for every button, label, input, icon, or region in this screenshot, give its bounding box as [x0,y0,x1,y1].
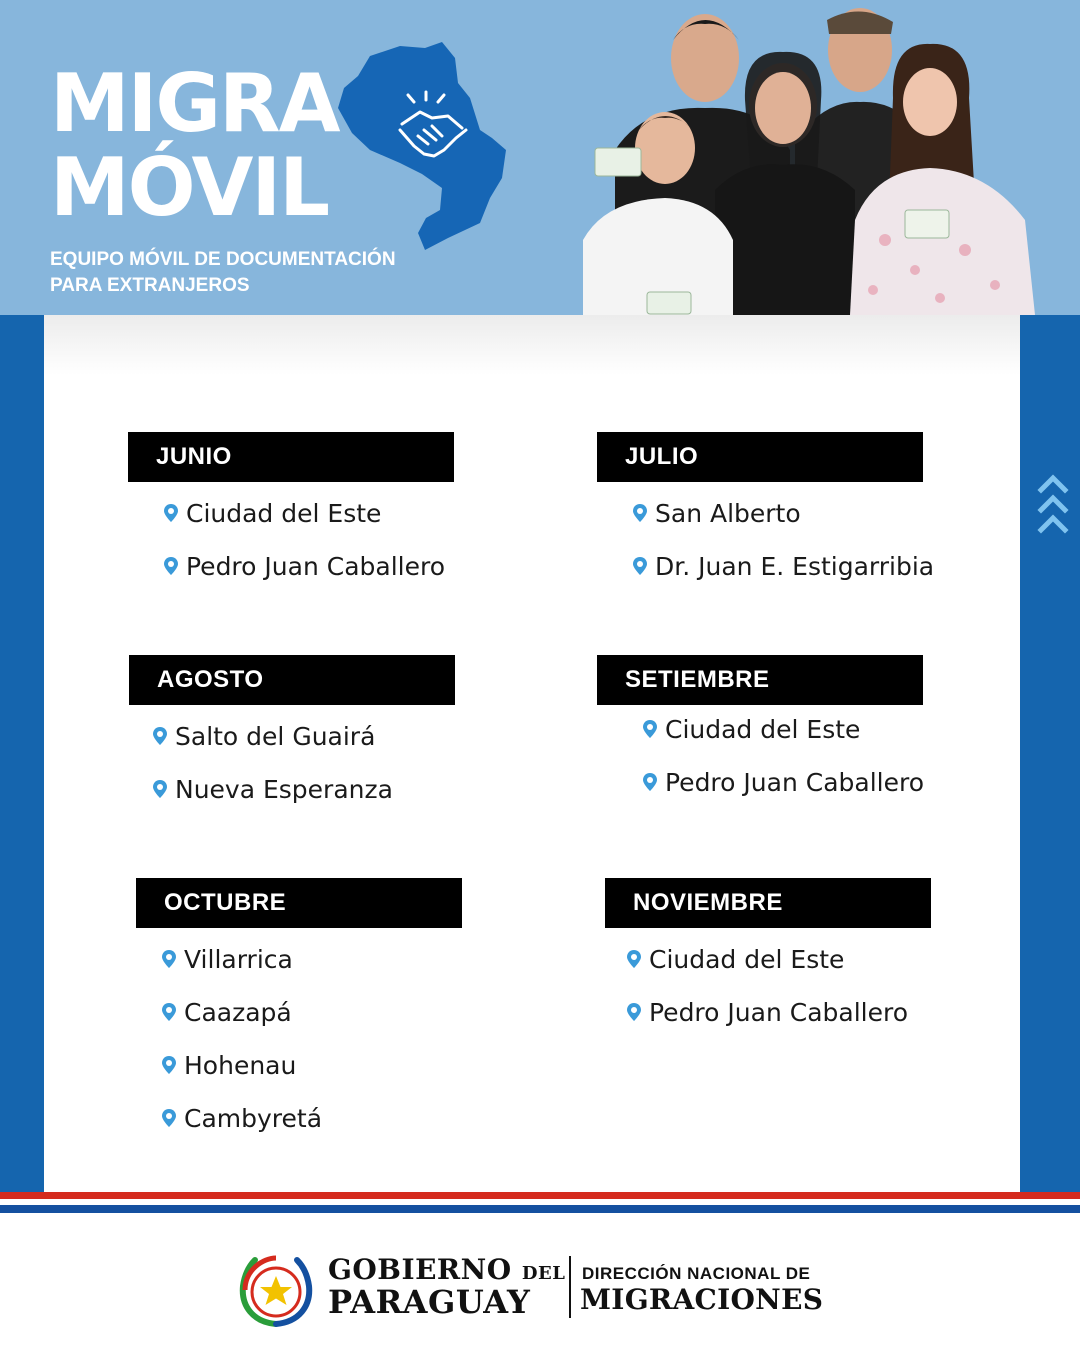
paraguay-map-handshake-icon [330,38,515,253]
footer [0,1213,1080,1350]
header-banner [0,0,1080,315]
city-list [129,710,455,816]
month-block-julio [597,432,934,593]
list-item [144,1039,462,1092]
subtitle-line-2: PARA EXTRANJEROS [50,275,250,296]
location-pin-icon [627,1003,641,1021]
month-label: JUNIO [128,432,454,482]
list-item [144,1092,462,1145]
city-name: Ciudad del Este [649,945,845,974]
month-block-agosto [129,655,455,816]
city-name: Ciudad del Este [665,715,861,744]
month-label: OCTUBRE [136,878,462,928]
location-pin-icon [633,504,647,522]
chevron-up-icon [1037,470,1069,540]
gov-del: DEL [521,1263,566,1284]
month-label: JULIO [597,432,923,482]
month-label: NOVIEMBRE [605,878,931,928]
list-item [615,487,934,540]
card-top-shadow [44,315,1020,375]
city-name: Pedro Juan Caballero [649,998,908,1027]
location-pin-icon [162,1003,176,1021]
month-block-setiembre [597,655,924,809]
month-label: AGOSTO [129,655,455,705]
list-item [146,540,454,593]
month-block-octubre [136,878,462,1145]
location-pin-icon [643,720,657,738]
city-list [605,933,931,1039]
city-name: Pedro Juan Caballero [665,768,924,797]
list-item [146,487,454,540]
page-title [50,57,339,234]
location-pin-icon [633,557,647,575]
list-item [144,933,462,986]
list-item [135,763,455,816]
paraguay-coat-of-arms-icon [235,1250,317,1332]
city-list [136,933,462,1145]
city-name: San Alberto [655,499,801,528]
dir-line-2: MIGRACIONES [580,1283,824,1316]
location-pin-icon [164,557,178,575]
city-name: Salto del Guairá [175,722,376,751]
city-name: Hohenau [184,1051,297,1080]
subtitle-line-1: EQUIPO MÓVIL DE DOCUMENTACIÓN [50,249,396,270]
list-item [609,986,931,1039]
city-name: Dr. Juan E. Estigarribia [655,552,935,581]
city-name: Ciudad del Este [186,499,382,528]
location-pin-icon [162,950,176,968]
gov-name: GOBIERNO [328,1253,512,1286]
flag-stripe-red [0,1192,1080,1199]
list-item [144,986,462,1039]
list-item [609,933,931,986]
location-pin-icon [627,950,641,968]
title-line-1: MIGRA [50,57,339,150]
page-subtitle [50,247,396,299]
title-line-2: MÓVIL [50,141,329,234]
location-pin-icon [153,727,167,745]
family-holding-id-cards-photo [555,0,1055,315]
left-blue-band [0,315,44,1195]
gov-line-1 [328,1253,565,1286]
city-name: Caazapá [184,998,292,1027]
location-pin-icon [643,773,657,791]
location-pin-icon [162,1109,176,1127]
city-name: Cambyretá [184,1104,323,1133]
list-item [135,710,455,763]
city-name: Villarrica [184,945,293,974]
location-pin-icon [153,780,167,798]
city-list [597,487,934,593]
month-block-junio [128,432,454,593]
footer-divider [569,1256,571,1318]
city-name: Nueva Esperanza [175,775,393,804]
gov-line-2: PARAGUAY [328,1283,531,1321]
location-pin-icon [164,504,178,522]
dir-line-1: DIRECCIÓN NACIONAL DE [582,1264,811,1283]
list-item [625,703,924,756]
city-name: Pedro Juan Caballero [186,552,445,581]
city-list [128,487,454,593]
location-pin-icon [162,1056,176,1074]
list-item [625,756,924,809]
list-item [615,540,934,593]
right-blue-band [1020,315,1080,1195]
month-label: SETIEMBRE [597,655,923,705]
month-block-noviembre [605,878,931,1039]
city-list [597,703,924,809]
flag-stripe-blue [0,1205,1080,1213]
